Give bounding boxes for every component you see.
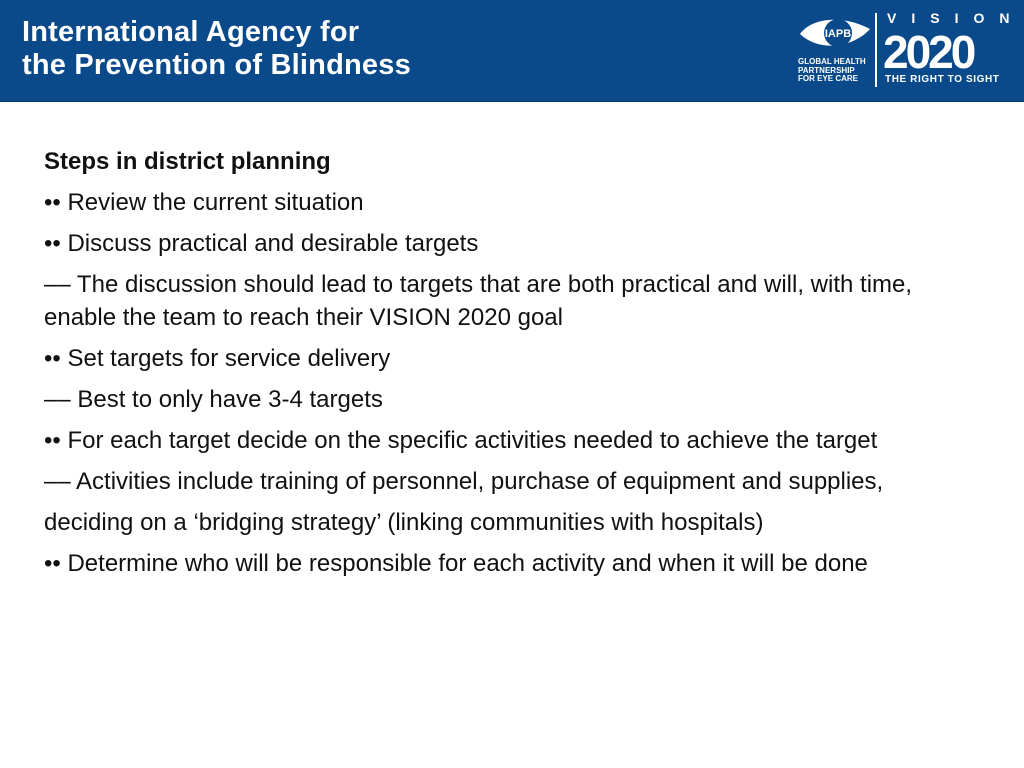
sub-bullet-line: –– Best to only have 3-4 targets bbox=[44, 386, 383, 413]
bullet-line: •• Determine who will be responsible for each activity and when it will be done bbox=[44, 550, 868, 577]
logo-divider bbox=[875, 13, 877, 87]
organization-title-line-1: International Agency for bbox=[22, 16, 360, 48]
sub-bullet-line: –– Activities include training of personnel, purchase of equipment and supplies, bbox=[44, 468, 884, 495]
slide-body bbox=[44, 145, 944, 588]
iapb-eye-logo-icon bbox=[798, 13, 872, 55]
vision-slogan: THE RIGHT TO SIGHT bbox=[885, 74, 1000, 85]
iapb-mark-text: IAPB bbox=[824, 28, 852, 40]
vision-number-text: 2020 bbox=[883, 28, 974, 72]
bullet-line: •• Review the current situation bbox=[44, 189, 364, 216]
bullet-line: •• Set targets for service delivery bbox=[44, 345, 391, 372]
iapb-tagline bbox=[798, 58, 866, 84]
iapb-tagline-line: PARTNERSHIP bbox=[798, 65, 855, 75]
bullet-line: •• For each target decide on the specific activities needed to achieve the target bbox=[44, 427, 878, 454]
header-banner bbox=[0, 0, 1024, 102]
vision-2020-logo-icon bbox=[883, 28, 1017, 72]
sub-bullet-line: –– The discussion should lead to targets that are both practical and will, with time, enable the team to reach their VISION 2020 goal bbox=[44, 271, 913, 331]
bullet-line: •• Discuss practical and desirable targets bbox=[44, 230, 479, 257]
vision-word: VISION bbox=[887, 10, 1024, 26]
continuation-line: deciding on a ‘bridging strategy’ (linking communities with hospitals) bbox=[44, 509, 764, 536]
slide-heading: Steps in district planning bbox=[44, 148, 331, 175]
organization-title-line-2: the Prevention of Blindness bbox=[22, 49, 411, 81]
organization-title bbox=[22, 16, 411, 82]
logo-group bbox=[795, 10, 1024, 92]
iapb-tagline-line: FOR EYE CARE bbox=[798, 74, 859, 83]
iapb-tagline-line: GLOBAL HEALTH bbox=[798, 57, 866, 66]
